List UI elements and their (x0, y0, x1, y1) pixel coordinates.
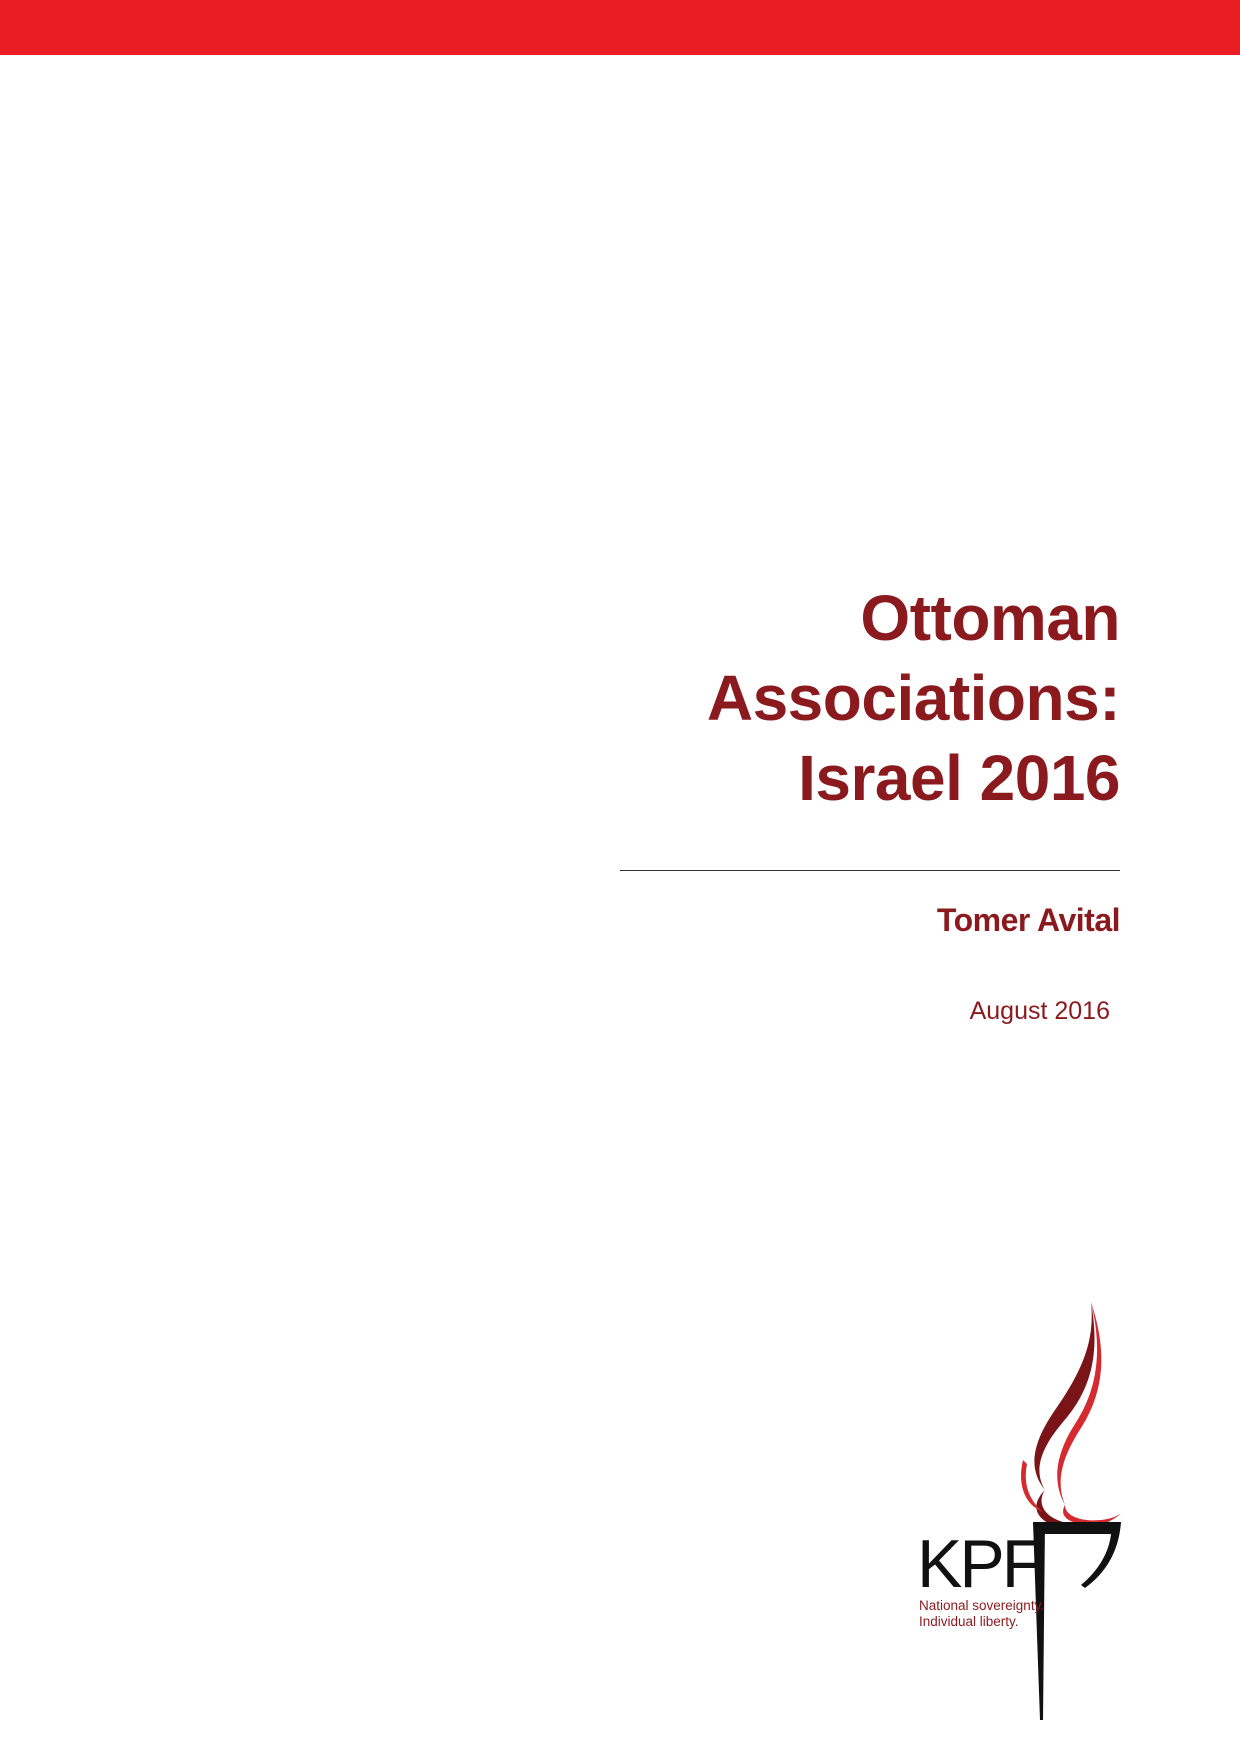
title-line-1: Ottoman (860, 582, 1120, 654)
author-name: Tomer Avital (936, 902, 1120, 938)
document-title (520, 578, 1120, 818)
top-accent-bar (0, 0, 1240, 55)
title-line-3: Israel 2016 (798, 742, 1120, 814)
logo-wordmark: KPF (917, 1526, 1041, 1602)
logo-tagline-line-2: Individual liberty. (919, 1614, 1019, 1629)
torch-flame-icon (1021, 1302, 1121, 1529)
torch-handle-icon (1033, 1522, 1121, 1720)
kpf-logo (915, 1300, 1125, 1720)
title-line-2: Associations: (706, 662, 1120, 734)
publication-date: August 2016 (969, 997, 1110, 1025)
logo-tagline-line-1: National sovereignty. (919, 1598, 1045, 1613)
title-divider (620, 870, 1120, 871)
